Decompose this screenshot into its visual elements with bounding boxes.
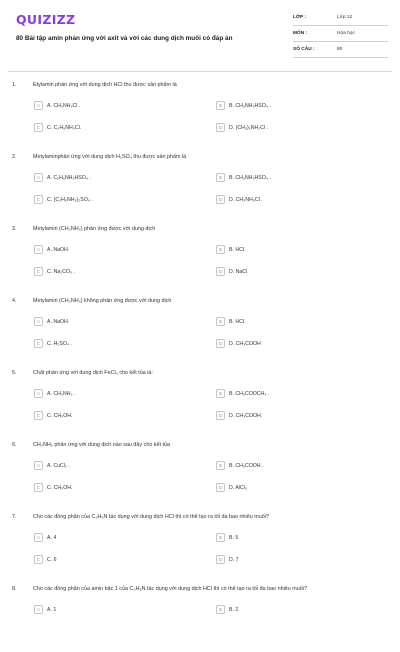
option-letter-box: C: [34, 339, 43, 348]
question-text: CH₃NH₂ phản ứng với dung dịch nào sau đây cho kết tủa: [33, 442, 170, 448]
document-title: 80 Bài tập amin phản ứng với axit và với các dung dịch muối có đáp án: [16, 35, 233, 42]
question: [0, 364, 400, 436]
option-a[interactable]: [34, 316, 69, 327]
option-text: D. CH₃NH₃Cl .: [229, 196, 263, 203]
meta-key: LỚP :: [293, 15, 307, 20]
option-c[interactable]: [34, 122, 81, 133]
option-letter-box: B: [216, 245, 225, 254]
option-text: A. CuCl₂ .: [47, 462, 70, 469]
option-text: A. CH₃NH₂ .: [47, 390, 76, 397]
option-d[interactable]: [216, 554, 239, 565]
meta-key: SỐ CÂU :: [293, 47, 315, 52]
question: [0, 508, 400, 580]
option-letter-box: D: [216, 267, 225, 276]
quizizz-logo: QUIZIZZ: [16, 12, 76, 27]
meta-row-count: [293, 42, 388, 58]
meta-value: Lớp 12: [337, 15, 353, 20]
option-a[interactable]: [34, 532, 56, 543]
option-letter-box: B: [216, 605, 225, 614]
option-letter-box: B: [216, 317, 225, 326]
option-letter-box: C: [34, 555, 43, 564]
option-b[interactable]: [216, 244, 245, 255]
meta-row-subject: [293, 26, 388, 42]
question-number: 1.: [12, 82, 17, 88]
option-text: A. 4: [47, 534, 57, 541]
option-a[interactable]: [34, 244, 69, 255]
option-letter-box: A: [34, 605, 43, 614]
meta-value: Hóa học: [337, 31, 355, 36]
option-a[interactable]: [34, 604, 56, 615]
option-letter-box: C: [34, 195, 43, 204]
option-letter-box: D: [216, 411, 225, 420]
option-text: D. CH₃COOH.: [229, 412, 263, 419]
option-letter-box: A: [34, 101, 43, 110]
option-a[interactable]: [34, 172, 91, 183]
option-text: C. CH₃OH.: [47, 484, 73, 491]
question-text: Chất phản ứng với dung dịch FeCl₃ cho kết tủa là:: [33, 370, 153, 376]
option-d[interactable]: [216, 266, 247, 277]
option-a[interactable]: [34, 388, 75, 399]
option-text: B. 2: [229, 606, 239, 613]
option-letter-box: D: [216, 195, 225, 204]
option-d[interactable]: [216, 122, 268, 133]
option-letter-box: A: [34, 533, 43, 542]
option-letter-box: B: [216, 101, 225, 110]
option-c[interactable]: [34, 554, 57, 565]
option-a[interactable]: [34, 100, 80, 111]
question-number: 2.: [12, 154, 17, 160]
option-text: A. CH₃NH₃Cl .: [47, 102, 81, 109]
option-b[interactable]: [216, 460, 263, 471]
option-text: D. CH₃COOH: [229, 340, 261, 347]
option-letter-box: D: [216, 555, 225, 564]
option-c[interactable]: [34, 410, 72, 421]
option-text: C. C₂H₅NH₃Cl.: [47, 124, 82, 131]
question-text: Metylamin (CH₃NH₂) phản ứng được với dung dịch: [33, 226, 156, 232]
option-text: C. Na₂CO₃ .: [47, 268, 76, 275]
option-c[interactable]: [34, 266, 75, 277]
question-number: 3.: [12, 226, 17, 232]
option-b[interactable]: [216, 100, 271, 111]
option-text: A. C₂H₅NH₃HSO₄ .: [47, 174, 91, 181]
option-text: A. NaOH.: [47, 318, 70, 325]
document-header: [0, 0, 400, 72]
question-list: [0, 76, 400, 652]
option-text: B. CH₃COOH .: [229, 462, 264, 469]
question: [0, 436, 400, 508]
option-b[interactable]: [216, 604, 238, 615]
question-text: Cho các đồng phân của amin bậc 1 của C₃H₉N tác dụng với dung dịch HCl thì có thể tạo ra tối đa bao nhiêu muối?: [33, 586, 307, 592]
option-letter-box: C: [34, 483, 43, 492]
meta-key: MÔN :: [293, 31, 308, 36]
option-text: D. AlCl₃: [229, 484, 247, 491]
option-letter-box: A: [34, 461, 43, 470]
header-divider: [8, 71, 392, 72]
option-letter-box: A: [34, 173, 43, 182]
option-b[interactable]: [216, 172, 271, 183]
question: [0, 148, 400, 220]
option-d[interactable]: [216, 410, 262, 421]
question: [0, 220, 400, 292]
meta-value: 80: [337, 47, 343, 52]
option-letter-box: A: [34, 245, 43, 254]
option-b[interactable]: [216, 532, 238, 543]
question-text: Metylaminphản ứng với dung dịch H₂SO₄ thu được sản phẩm là: [33, 154, 187, 160]
option-letter-box: A: [34, 389, 43, 398]
option-text: D. (CH₃)₂NH₂Cl .: [229, 124, 268, 131]
question-number: 4.: [12, 298, 17, 304]
option-b[interactable]: [216, 316, 245, 327]
question-text: Etylamin phản ứng với dung dịch HCl thu được sản phẩm là: [33, 82, 177, 88]
option-text: A. NaOH.: [47, 246, 70, 253]
option-text: A. 1: [47, 606, 57, 613]
option-text: B. CH₃NH₃HSO₄ .: [229, 102, 271, 109]
option-letter-box: A: [34, 317, 43, 326]
option-letter-box: B: [216, 461, 225, 470]
option-d[interactable]: [216, 194, 263, 205]
option-c[interactable]: [34, 482, 72, 493]
option-d[interactable]: [216, 338, 261, 349]
question-number: 6.: [12, 442, 17, 448]
option-text: B. HCl.: [229, 318, 246, 325]
option-d[interactable]: [216, 482, 247, 493]
option-text: C. CH₃OH.: [47, 412, 73, 419]
question-number: 7.: [12, 514, 17, 520]
option-text: D. 7: [229, 556, 239, 563]
option-letter-box: C: [34, 123, 43, 132]
option-c[interactable]: [34, 338, 72, 349]
option-text: B. CH₃COOCH₃ .: [229, 390, 270, 397]
option-text: C. H₂SO₄ .: [47, 340, 72, 347]
question-number: 8.: [12, 586, 17, 592]
option-letter-box: C: [34, 411, 43, 420]
option-text: B. HCl.: [229, 246, 246, 253]
option-text: B. CH₃NH₃HSO₄ .: [229, 174, 271, 181]
option-letter-box: D: [216, 483, 225, 492]
question: [0, 76, 400, 148]
option-c[interactable]: [34, 194, 93, 205]
option-text: C. (C₂H₅NH₃)₂SO₄ .: [47, 196, 93, 203]
option-letter-box: B: [216, 173, 225, 182]
question-text: Metylamin (CH₃NH₂) không phản ứng được với dung dịch: [33, 298, 172, 304]
meta-row-class: [293, 10, 388, 26]
option-text: B. 5: [229, 534, 239, 541]
option-letter-box: D: [216, 123, 225, 132]
question: [0, 292, 400, 364]
option-text: D. NaCl: [229, 268, 248, 275]
question-text: Cho các đồng phân của C₃H₉N tác dụng với dung dịch HCl thì có thể tạo ra tối đa bao nhiêu muối?: [33, 514, 269, 520]
option-a[interactable]: [34, 460, 70, 471]
option-text: C. 6: [47, 556, 57, 563]
option-letter-box: C: [34, 267, 43, 276]
option-letter-box: B: [216, 533, 225, 542]
meta-table: [293, 10, 388, 58]
option-b[interactable]: [216, 388, 269, 399]
option-letter-box: D: [216, 339, 225, 348]
question-number: 5.: [12, 370, 17, 376]
question: [0, 580, 400, 652]
option-letter-box: B: [216, 389, 225, 398]
